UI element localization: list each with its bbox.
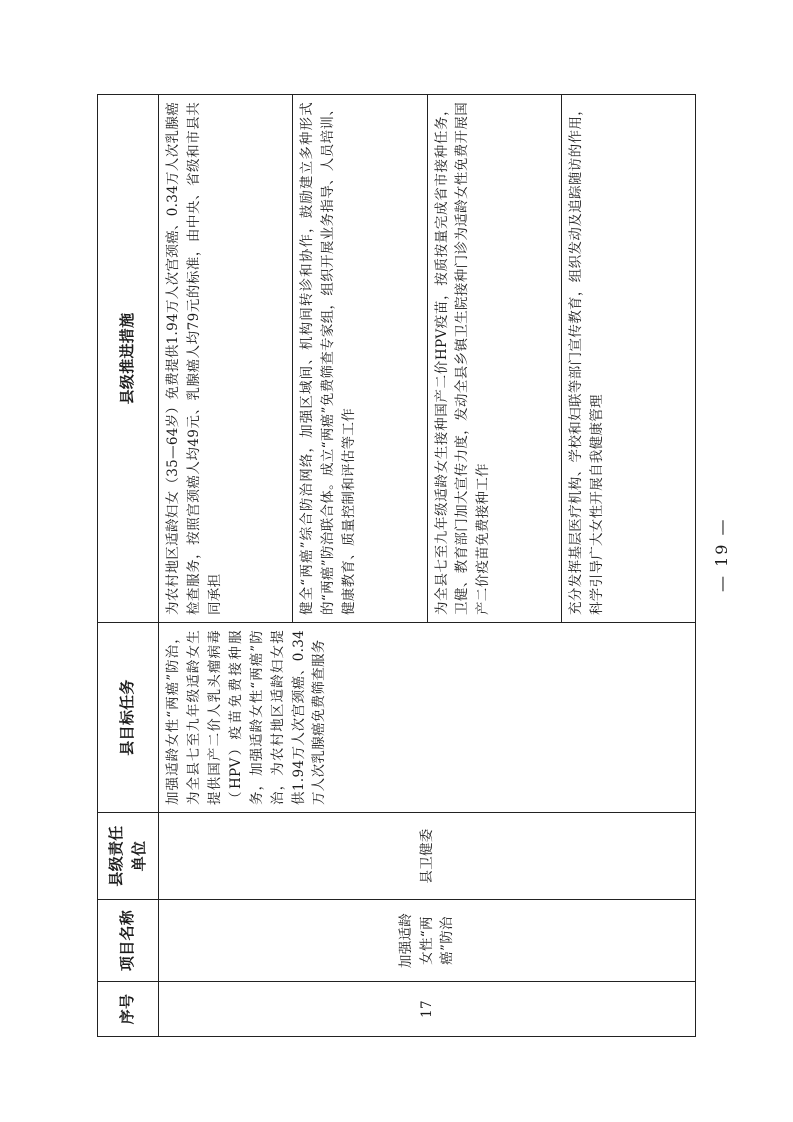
cell-responsible-unit: 县卫健委: [159, 813, 696, 900]
cell-measure-3: 为全县七至九年级适龄女生接种国产二价HPV疫苗，按质按量完成省市接种任务，卫健、教育部门加大宣传力度，发动全县乡镇卫生院接种门诊为适龄女性免费开展国产二价疫苗免费接种工作: [427, 95, 561, 623]
project-table: [97, 94, 696, 1037]
header-responsible-unit: 县级责任单位: [98, 813, 159, 900]
header-target-task: 县目标任务: [98, 623, 159, 813]
header-project-name: 项目名称: [98, 900, 159, 982]
cell-measure-4: 充分发挥基层医疗机构、学校和妇联等部门宣传教育，组织发动及追踪随访的作用，科学引导广大女性开展自我健康管理: [561, 95, 695, 623]
cell-seq: 17: [159, 982, 696, 1037]
table-header-row: [98, 95, 159, 1037]
table-row: [159, 95, 293, 1037]
header-seq: 序号: [98, 982, 159, 1037]
cell-project-name: 加强适龄女性“两癌”防治: [159, 900, 696, 982]
cell-measure-1: 为农村地区适龄妇女（35—64岁）免费提供1.94万人次宫颈癌、0.34万人次乳腺癌检查服务，按照宫颈癌人均49元、乳腺癌人均79元的标准，由中央、省级和市县共同承担: [159, 95, 293, 623]
header-measures: 县级推进措施: [98, 95, 159, 623]
cell-measure-2: 健全“两癌”综合防治网络，加强区域间、机构间转诊和协作，鼓励建立多种形式的“两癌”防治联合体。成立“两癌”免费筛查专家组，组织开展业务指导、人员培训、健康教育、质量控制和评估等工作: [293, 95, 427, 623]
page-number: — 19 —: [712, 517, 731, 592]
cell-target-task: 加强适龄女性“两癌”防治，为全县七至九年级适龄女生提供国产二价人乳头瘤病毒（HPV）疫苗免费接种服务，加强适龄女性“两癌”防治，为农村地区适龄妇女提供1.94万人次宫颈癌、0.34万人次乳腺癌免费筛查服务: [159, 623, 696, 813]
